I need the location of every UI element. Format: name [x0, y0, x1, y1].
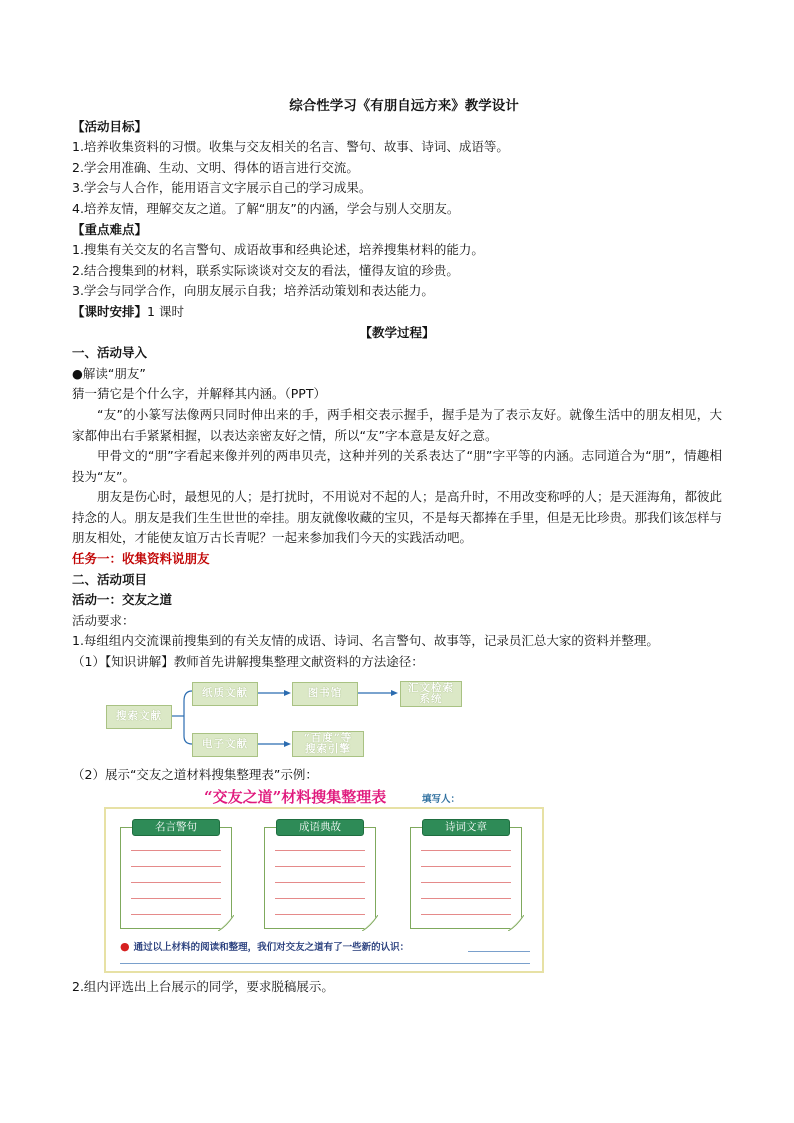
goal-item: 3.学会与人合作，能用语言文字展示自己的学习成果。	[72, 180, 372, 196]
step-item: （1）【知识讲解】教师首先讲解搜集整理文献资料的方法途径：	[72, 654, 424, 670]
document-page	[72, 96, 722, 998]
schedule-value: 1 课时	[147, 303, 184, 319]
diagram-node-label: 搜索文献	[116, 710, 162, 723]
diagram-node-paper	[192, 682, 258, 706]
schedule-line	[72, 302, 722, 323]
bullet-dot-icon: ●	[120, 940, 130, 954]
section-heading: 二、活动项目	[72, 571, 148, 587]
paragraph: 甲骨文的“朋”字看起来像并列的两串贝壳，这种并列的关系表达了“朋”字平等的内涵。志同道合为“朋”，情趣相投为“友”。	[72, 448, 722, 484]
answer-line	[468, 951, 530, 952]
paragraph: 朋友是伤心时，最想见的人；是打扰时，不用说对不起的人；是高升时，不用改变称呼的人；是天涯海角，都彼此持念的人。朋友是我们生生世世的牵挂。朋友就像收藏的宝贝，不是每天都捧在手里，但是无比珍贵。那我们该怎样与朋友相处，才能使友谊万古长青呢？一起来参加我们今天的实践活动吧。	[72, 489, 723, 546]
task-heading: 任务一：收集资料说朋友	[72, 551, 210, 567]
answer-line	[120, 963, 530, 964]
paragraph: “友”的小篆写法像两只同时伸出来的手，两手相交表示握手，握手是为了表示友好。就像生活中的朋友相见，大家都伸出右手紧紧相握，以表达亲密友好之情，所以“友”字本意是友好之意。	[72, 406, 722, 443]
page-curl-icon	[508, 915, 524, 931]
worksheet-note-text: 通过以上材料的阅读和整理，我们对交友之道有了一些新的认识：	[133, 942, 410, 954]
diagram-node-catalog	[400, 681, 462, 707]
process-heading: 【教学过程】	[359, 324, 435, 340]
card-label: 名言警句	[132, 819, 220, 836]
card-body	[264, 827, 376, 929]
worksheet-card	[120, 821, 232, 929]
card-label: 诗词文章	[422, 819, 510, 836]
bullet-item: ●解读“朋友”	[72, 365, 146, 381]
goal-item: 1.培养收集资料的习惯。收集与交友相关的名言、警句、故事、诗词、成语等。	[72, 139, 509, 155]
search-method-diagram	[106, 681, 506, 763]
worksheet-note	[120, 939, 409, 953]
page-curl-icon	[362, 915, 378, 931]
diagram-node-library	[292, 682, 358, 706]
worksheet-card	[264, 821, 376, 929]
worksheet-filler-label: 填写人：	[422, 794, 461, 806]
diagram-node-label: 纸质文献	[202, 687, 248, 700]
activity-heading: 活动一：交友之道	[72, 592, 173, 608]
diagram-node-engine	[292, 731, 364, 757]
diagram-node-label: 汇文检索系统	[408, 681, 454, 705]
card-body	[120, 827, 232, 929]
worksheet-card	[410, 821, 522, 929]
diagram-node-label: 电子文献	[202, 738, 248, 751]
page-title: 综合性学习《有朋自远方来》教学设计	[289, 98, 519, 114]
card-body	[410, 827, 522, 929]
worksheet-title: “交友之道”材料搜集整理表	[204, 788, 387, 807]
diagram-node-label: “百度”等搜索引擎	[303, 731, 353, 755]
goals-heading: 【活动目标】	[72, 118, 148, 134]
requirement-item: 1.每组组内交流课前搜集到的有关友情的成语、诗词、名言警句、故事等，记录员汇总大家的资料并整理。	[72, 633, 659, 649]
diagram-node-label: 图书馆	[307, 687, 343, 700]
requirement-label: 活动要求：	[72, 612, 135, 628]
step-item: （2）展示“交友之道材料搜集整理表”示例：	[72, 766, 318, 782]
requirement-item: 2.组内评选出上台展示的同学，要求脱稿展示。	[72, 979, 334, 995]
card-label: 成语典故	[276, 819, 364, 836]
key-points-heading: 【重点难点】	[72, 221, 148, 237]
worksheet-header	[72, 785, 722, 807]
key-point-item: 1.搜集有关交友的名言警句、成语故事和经典论述，培养搜集材料的能力。	[72, 242, 484, 258]
goal-item: 4.培养友情，理解交友之道。了解“朋友”的内涵，学会与别人交朋友。	[72, 200, 460, 216]
schedule-heading: 【课时安排】	[72, 303, 148, 319]
goal-item: 2.学会用准确、生动、文明、得体的语言进行交流。	[72, 159, 359, 175]
worksheet	[104, 807, 544, 973]
page-curl-icon	[218, 915, 234, 931]
key-point-item: 3.学会与同学合作，向朋友展示自我；培养活动策划和表达能力。	[72, 283, 434, 299]
diagram-node-root	[106, 705, 172, 729]
section-heading: 一、活动导入	[72, 345, 148, 361]
paragraph: 猜一猜它是个什么字，并解释其内涵。（PPT）	[72, 386, 326, 402]
key-point-item: 2.结合搜集到的材料，联系实际谈谈对交友的看法，懂得友谊的珍贵。	[72, 262, 459, 278]
diagram-node-electronic	[192, 733, 258, 757]
